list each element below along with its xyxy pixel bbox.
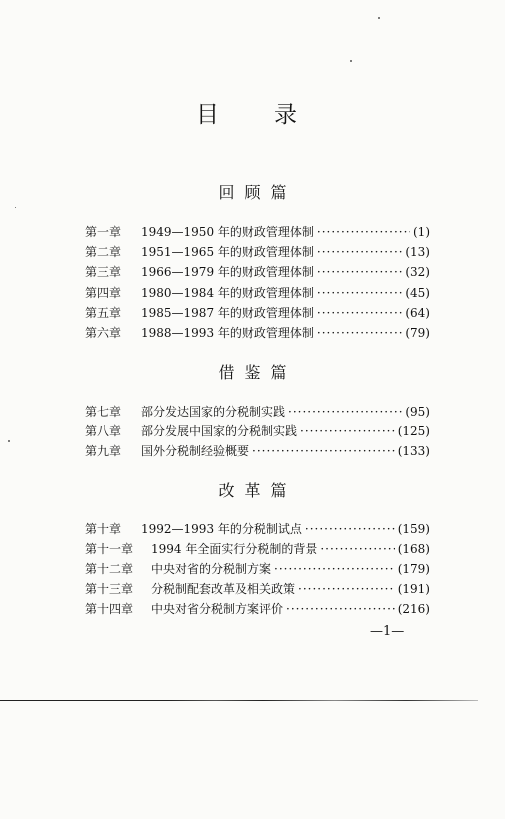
toc-entry[interactable] <box>85 324 430 342</box>
chapter-number: 第二章 <box>85 245 122 259</box>
page-ref: (168) <box>397 542 430 556</box>
dot-leader <box>317 324 402 342</box>
chapter-title: 国外分税制经验概要 <box>141 444 250 458</box>
toc-entry[interactable] <box>85 600 430 618</box>
toc-entry[interactable] <box>85 403 430 421</box>
chapter-title: 中央对省分税制方案评价 <box>151 602 284 616</box>
page-ref: (133) <box>397 444 430 458</box>
toc-entry[interactable] <box>85 223 430 241</box>
toc-entry[interactable] <box>85 580 430 598</box>
toc-entry[interactable] <box>85 442 430 460</box>
page-ref: (191) <box>397 582 430 596</box>
chapter-number: 第十一章 <box>85 542 134 556</box>
page-ref: (179) <box>397 562 430 576</box>
chapter-title: 1992—1993 年的分税制试点 <box>141 522 302 536</box>
scan-speck <box>378 17 380 19</box>
chapter-title: 部分发展中国家的分税制实践 <box>141 424 298 438</box>
chapter-number: 第十二章 <box>85 562 134 576</box>
section-heading-reform: 改革篇 <box>218 481 297 500</box>
toc-entry[interactable] <box>85 243 430 261</box>
dot-leader <box>317 223 410 241</box>
chapter-number: 第八章 <box>85 424 122 438</box>
chapter-number: 第七章 <box>85 405 122 419</box>
dot-leader <box>317 243 402 261</box>
section-heading-reference: 借鉴篇 <box>218 363 297 382</box>
title-char-1: 目 <box>196 102 219 128</box>
page-ref: (1) <box>413 225 430 239</box>
chapter-title: 1994 年全面实行分税制的背景 <box>151 542 318 556</box>
dot-leader <box>317 284 402 302</box>
toc-entry[interactable] <box>85 520 430 538</box>
chapter-number: 第五章 <box>85 306 122 320</box>
chapter-number: 第一章 <box>85 225 122 239</box>
chapter-title: 1949—1950 年的财政管理体制 <box>141 225 314 239</box>
chapter-number: 第十三章 <box>85 582 134 596</box>
chapter-title: 1988—1993 年的财政管理体制 <box>141 326 314 340</box>
toc-entry[interactable] <box>85 560 430 578</box>
dot-leader <box>320 540 394 558</box>
toc-entry[interactable] <box>85 422 430 440</box>
dot-leader <box>288 403 402 421</box>
dot-leader <box>317 304 402 322</box>
chapter-title: 1951—1965 年的财政管理体制 <box>141 245 314 259</box>
page-number: —1— <box>370 624 405 639</box>
chapter-number: 第六章 <box>85 326 122 340</box>
toc-entry[interactable] <box>85 284 430 302</box>
chapter-title: 中央对省的分税制方案 <box>151 562 272 576</box>
dot-leader <box>300 422 395 440</box>
page-ref: (64) <box>405 306 430 320</box>
chapter-number: 第十四章 <box>85 602 134 616</box>
scan-edge-line <box>0 700 478 701</box>
chapter-number: 第四章 <box>85 286 122 300</box>
scan-speck <box>350 60 352 62</box>
chapter-title: 分税制配套改革及相关政策 <box>151 582 296 596</box>
chapter-title: 部分发达国家的分税制实践 <box>141 405 286 419</box>
page-ref: (216) <box>397 602 430 616</box>
page-ref: (45) <box>405 286 430 300</box>
toc-entry[interactable] <box>85 263 430 281</box>
page-ref: (95) <box>405 405 430 419</box>
page-ref: (125) <box>397 424 430 438</box>
chapter-number: 第十章 <box>85 522 122 536</box>
page-ref: (32) <box>405 265 430 279</box>
scan-speck <box>15 207 16 208</box>
chapter-title: 1980—1984 年的财政管理体制 <box>141 286 314 300</box>
dot-leader <box>274 560 395 578</box>
dot-leader <box>298 580 395 598</box>
page-ref: (159) <box>397 522 430 536</box>
chapter-title: 1985—1987 年的财政管理体制 <box>141 306 314 320</box>
section-heading-review: 回顾篇 <box>218 183 297 202</box>
dot-leader <box>317 263 402 281</box>
chapter-number: 第三章 <box>85 265 122 279</box>
page-ref: (79) <box>405 326 430 340</box>
dot-leader <box>252 442 395 460</box>
toc-entry[interactable] <box>85 540 430 558</box>
dot-leader <box>305 520 395 538</box>
page-ref: (13) <box>405 245 430 259</box>
title-char-2: 录 <box>274 102 297 128</box>
toc-entry[interactable] <box>85 304 430 322</box>
chapter-title: 1966—1979 年的财政管理体制 <box>141 265 314 279</box>
scan-speck <box>8 440 10 442</box>
dot-leader <box>286 600 395 618</box>
chapter-number: 第九章 <box>85 444 122 458</box>
